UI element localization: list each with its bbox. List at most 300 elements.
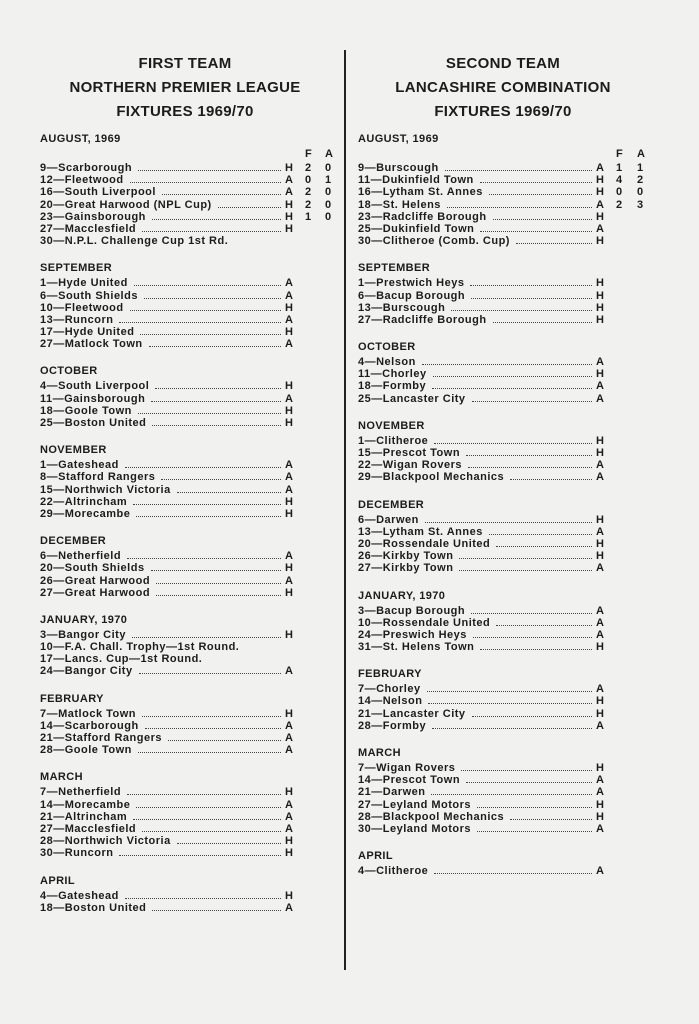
fixture-row xyxy=(40,799,340,811)
fixture-row xyxy=(40,496,340,508)
home-away-marker: H xyxy=(596,447,605,459)
home-away-marker: H xyxy=(285,404,294,417)
fixture-row xyxy=(358,314,658,326)
home-away-marker: A xyxy=(285,471,294,484)
home-away-marker: H xyxy=(596,186,605,199)
home-away-marker: H xyxy=(285,507,294,520)
dotted-leader xyxy=(510,819,592,820)
dotted-leader xyxy=(125,467,281,468)
dotted-leader xyxy=(432,388,592,389)
month-section xyxy=(40,364,340,429)
home-away-marker: H xyxy=(596,537,605,550)
dotted-leader xyxy=(119,322,281,323)
month-heading: FEBRUARY xyxy=(40,692,104,705)
home-away-marker: H xyxy=(285,889,294,902)
fixture-text: 11—Dukinfield Town xyxy=(358,174,474,187)
home-away-marker: A xyxy=(596,822,605,835)
month-heading: NOVEMBER xyxy=(40,444,107,457)
goals-for: 2 xyxy=(305,198,312,211)
fixture-text: 13—Runcorn xyxy=(40,313,114,326)
dotted-leader xyxy=(473,637,592,638)
dotted-leader xyxy=(510,479,592,480)
fixture-text: 1—Hyde United xyxy=(40,277,128,290)
fixture-row xyxy=(40,629,340,641)
fixture-text: 28—Blackpool Mechanics xyxy=(358,810,505,823)
fixture-text: 30—Clitheroe (Comb. Cup) xyxy=(358,235,510,248)
dotted-leader xyxy=(451,310,592,311)
home-away-marker: A xyxy=(285,732,294,744)
fixture-row xyxy=(358,199,658,211)
month-section xyxy=(358,849,658,877)
home-away-marker: A xyxy=(596,683,605,696)
dotted-leader xyxy=(493,322,592,323)
fixture-row xyxy=(358,708,658,720)
for-label: F xyxy=(305,148,312,160)
fixture-text: 10—Fleetwood xyxy=(40,301,124,314)
fixture-row xyxy=(358,514,658,526)
heading-line: SECOND TEAM xyxy=(445,55,561,72)
team-heading xyxy=(358,52,658,126)
month-section xyxy=(358,498,658,575)
home-away-marker: A xyxy=(285,338,294,351)
home-away-marker: A xyxy=(596,459,605,472)
fixture-text: 22—Wigan Rovers xyxy=(358,459,462,472)
home-away-marker: A xyxy=(596,162,605,174)
fixture-row xyxy=(358,186,658,198)
month-heading: OCTOBER xyxy=(40,365,98,378)
dotted-leader xyxy=(152,425,281,426)
fixture-text: 24—Bangor City xyxy=(40,665,133,678)
fixture-text: 14—Nelson xyxy=(358,695,423,708)
fixture-text: 27—Macclesfield xyxy=(40,822,137,835)
fixture-row xyxy=(358,811,658,823)
home-away-marker: A xyxy=(285,798,294,811)
goals-for: 2 xyxy=(305,162,312,174)
fixture-row xyxy=(40,290,340,302)
dotted-leader xyxy=(136,516,281,517)
fixture-text: 7—Netherfield xyxy=(40,786,122,799)
fixture-row xyxy=(358,562,658,574)
fixture-row xyxy=(40,338,340,350)
fixture-row xyxy=(358,211,658,223)
column-divider xyxy=(344,50,346,970)
fixture-row xyxy=(40,471,340,483)
fixture-row xyxy=(358,629,658,641)
home-away-marker: H xyxy=(596,368,605,381)
home-away-marker: H xyxy=(285,222,294,235)
fixture-text: 6—Bacup Borough xyxy=(358,289,466,302)
dotted-leader xyxy=(496,625,592,626)
dotted-leader xyxy=(155,388,281,389)
dotted-leader xyxy=(480,182,592,183)
month-heading: AUGUST, 1969 xyxy=(358,133,439,145)
home-away-marker: A xyxy=(285,313,294,326)
fixture-text: 21—Lancaster City xyxy=(358,707,466,720)
fixture-text: 11—Gainsborough xyxy=(40,392,146,405)
goals-against: 1 xyxy=(325,174,332,187)
fixture-text: 3—Bacup Borough xyxy=(358,604,466,617)
fixture-text: 23—Gainsborough xyxy=(40,210,146,223)
fixture-text: 16—South Liverpool xyxy=(40,186,156,199)
fixture-row xyxy=(40,720,340,732)
dotted-leader xyxy=(152,910,281,911)
home-away-marker: H xyxy=(596,301,605,314)
fixture-row xyxy=(358,823,658,835)
dotted-leader xyxy=(139,673,281,674)
dotted-leader xyxy=(134,285,281,286)
dotted-leader xyxy=(466,455,592,456)
dotted-leader xyxy=(516,243,592,244)
fixture-row xyxy=(358,447,658,459)
fixture-text: 15—Prescot Town xyxy=(358,447,461,459)
dotted-leader xyxy=(472,401,592,402)
dotted-leader xyxy=(480,231,592,232)
home-away-marker: A xyxy=(285,459,294,472)
fixture-row xyxy=(358,356,658,368)
home-away-marker: H xyxy=(285,847,294,860)
fixture-row xyxy=(358,720,658,732)
dotted-leader xyxy=(472,716,592,717)
fixture-text: 27—Kirkby Town xyxy=(358,562,454,575)
dotted-leader xyxy=(445,170,592,171)
fixture-text: 20—Great Harwood (NPL Cup) xyxy=(40,198,212,211)
fixture-row xyxy=(40,459,340,471)
dotted-leader xyxy=(149,346,281,347)
heading-line: LANCASHIRE COMBINATION xyxy=(395,79,611,96)
dotted-leader xyxy=(477,807,592,808)
home-away-marker: H xyxy=(596,174,605,187)
fixture-text: 30—Leyland Motors xyxy=(358,822,472,835)
home-away-marker: A xyxy=(285,174,294,187)
fixture-text: 10—F.A. Chall. Trophy—1st Round. xyxy=(40,641,240,654)
home-away-marker: H xyxy=(596,762,605,774)
fixture-row xyxy=(358,162,658,174)
fixture-text: 12—Fleetwood xyxy=(40,174,124,187)
goals-against: 2 xyxy=(637,174,644,187)
month-heading: SEPTEMBER xyxy=(40,262,113,275)
dotted-leader xyxy=(471,613,592,614)
dotted-leader xyxy=(140,334,281,335)
dotted-leader xyxy=(489,534,592,535)
fixture-row xyxy=(40,575,340,587)
month-section xyxy=(40,770,340,859)
month-section xyxy=(40,874,340,914)
dotted-leader xyxy=(493,219,592,220)
fixture-row xyxy=(358,605,658,617)
dotted-leader xyxy=(145,728,281,729)
fixture-row xyxy=(40,641,340,653)
month-section xyxy=(358,589,658,654)
home-away-marker: H xyxy=(596,707,605,720)
fixture-row xyxy=(358,459,658,471)
home-away-marker: H xyxy=(285,495,294,508)
fixture-row xyxy=(40,786,340,798)
fixture-text: 1—Clitheroe xyxy=(358,434,429,447)
fixture-row xyxy=(358,290,658,302)
fixture-text: 23—Radcliffe Borough xyxy=(358,210,487,223)
dotted-leader xyxy=(427,691,592,692)
heading-line: FIXTURES 1969/70 xyxy=(434,103,572,120)
dotted-leader xyxy=(468,467,592,468)
fixture-text: 20—Rossendale United xyxy=(358,537,491,550)
home-away-marker: A xyxy=(596,471,605,484)
heading-line: FIXTURES 1969/70 xyxy=(116,103,254,120)
fixture-text: 26—Kirkby Town xyxy=(358,550,454,563)
fixture-row xyxy=(40,732,340,744)
home-away-marker: A xyxy=(596,525,605,538)
home-away-marker: H xyxy=(596,641,605,654)
month-heading: FEBRUARY xyxy=(358,668,422,681)
fixture-row xyxy=(40,223,340,235)
fixture-row xyxy=(40,835,340,847)
fixture-text: 26—Great Harwood xyxy=(40,574,151,587)
fixture-row xyxy=(358,223,658,235)
home-away-marker: H xyxy=(596,434,605,447)
fixture-text: 22—Altrincham xyxy=(40,495,128,508)
home-away-marker: A xyxy=(596,719,605,732)
month-heading: MARCH xyxy=(40,771,83,784)
fixture-text: 14—Morecambe xyxy=(40,798,131,811)
fixture-row xyxy=(40,708,340,720)
fixture-text: 25—Dukinfield Town xyxy=(358,222,475,235)
fixture-row xyxy=(40,211,340,223)
goals-for: 0 xyxy=(305,174,312,187)
home-away-marker: H xyxy=(285,586,294,599)
month-heading: APRIL xyxy=(40,874,75,887)
home-away-marker: H xyxy=(285,162,294,174)
month-heading: APRIL xyxy=(358,850,393,863)
dotted-leader xyxy=(447,207,592,208)
home-away-marker: A xyxy=(285,822,294,835)
home-away-marker: A xyxy=(596,786,605,799)
fixture-row xyxy=(358,683,658,695)
dotted-leader xyxy=(434,443,592,444)
dotted-leader xyxy=(144,298,281,299)
fixture-text: 24—Preswich Heys xyxy=(358,628,467,641)
for-label: F xyxy=(616,148,623,160)
goals-for: 2 xyxy=(305,186,312,199)
home-away-marker: H xyxy=(285,786,294,799)
fixture-text: 15—Northwich Victoria xyxy=(40,483,171,496)
home-away-marker: H xyxy=(285,301,294,314)
fixture-row xyxy=(358,393,658,405)
dotted-leader xyxy=(125,898,281,899)
home-away-marker: A xyxy=(285,719,294,732)
fixture-row xyxy=(40,393,340,405)
fixture-text: 7—Wigan Rovers xyxy=(358,762,456,774)
dotted-leader xyxy=(130,182,281,183)
dotted-leader xyxy=(422,364,592,365)
fixture-text: 20—South Shields xyxy=(40,562,145,575)
dotted-leader xyxy=(130,310,281,311)
fixture-text: 6—Netherfield xyxy=(40,550,122,563)
home-away-marker: H xyxy=(285,562,294,575)
fixture-text: 27—Leyland Motors xyxy=(358,798,472,811)
home-away-marker: A xyxy=(596,392,605,405)
home-away-marker: H xyxy=(285,380,294,393)
fixture-row xyxy=(40,174,340,186)
fixture-text: 31—St. Helens Town xyxy=(358,641,475,654)
fixture-text: 27—Matlock Town xyxy=(40,338,143,351)
fixture-text: 18—Goole Town xyxy=(40,404,132,417)
dotted-leader xyxy=(142,831,281,832)
fixture-text: 25—Lancaster City xyxy=(358,392,466,405)
fixture-text: 27—Macclesfield xyxy=(40,222,137,235)
fixture-text: 7—Chorley xyxy=(358,683,421,696)
month-section xyxy=(358,419,658,484)
fixture-row xyxy=(40,186,340,198)
dotted-leader xyxy=(151,401,281,402)
fixture-text: 4—South Liverpool xyxy=(40,380,150,393)
fixture-row xyxy=(40,326,340,338)
dotted-leader xyxy=(471,298,592,299)
team-heading xyxy=(40,52,340,126)
fixture-row xyxy=(358,774,658,786)
home-away-marker: H xyxy=(596,277,605,290)
fixture-text: 6—Darwen xyxy=(358,513,419,526)
fixture-row xyxy=(40,890,340,902)
fixture-row xyxy=(40,235,340,247)
fixture-text: 4—Clitheroe xyxy=(358,865,429,878)
second-team-column xyxy=(358,52,658,877)
home-away-marker: A xyxy=(285,550,294,563)
dotted-leader xyxy=(218,207,281,208)
first-team-column xyxy=(40,52,340,914)
fixture-row xyxy=(40,199,340,211)
dotted-leader xyxy=(168,740,281,741)
goals-for: 2 xyxy=(616,198,623,211)
dotted-leader xyxy=(470,285,592,286)
dotted-leader xyxy=(127,558,281,559)
dotted-leader xyxy=(138,170,281,171)
dotted-leader xyxy=(161,479,281,480)
home-away-marker: H xyxy=(285,326,294,339)
home-away-marker: H xyxy=(596,513,605,526)
fixture-text: 16—Lytham St. Annes xyxy=(358,186,483,199)
home-away-marker: A xyxy=(596,774,605,787)
fixture-row xyxy=(40,405,340,417)
home-away-marker: A xyxy=(285,483,294,496)
fixture-row xyxy=(358,786,658,798)
home-away-marker: H xyxy=(596,695,605,708)
fixture-row xyxy=(358,799,658,811)
fixture-row xyxy=(358,435,658,447)
dotted-leader xyxy=(461,770,592,771)
fixture-text: 17—Hyde United xyxy=(40,326,135,339)
fixture-text: 29—Blackpool Mechanics xyxy=(358,471,505,484)
fixture-text: 4—Gateshead xyxy=(40,889,119,902)
home-away-marker: H xyxy=(596,810,605,823)
home-away-marker: H xyxy=(596,210,605,223)
fixture-row xyxy=(358,695,658,707)
home-away-marker: H xyxy=(285,210,294,223)
goals-against: 0 xyxy=(325,186,332,199)
fixture-text: 9—Scarborough xyxy=(40,162,133,174)
fixture-text: 17—Lancs. Cup—1st Round. xyxy=(40,653,203,666)
goals-against: 3 xyxy=(637,198,644,211)
dotted-leader xyxy=(480,649,592,650)
fixture-text: 8—Stafford Rangers xyxy=(40,471,156,484)
dotted-leader xyxy=(127,794,281,795)
fixture-row xyxy=(40,314,340,326)
home-away-marker: A xyxy=(596,562,605,575)
fixture-text: 10—Rossendale United xyxy=(358,616,491,629)
dotted-leader xyxy=(477,831,592,832)
fixture-row xyxy=(40,744,340,756)
fixture-row xyxy=(358,380,658,392)
home-away-marker: A xyxy=(596,616,605,629)
fixture-row xyxy=(358,641,658,653)
dotted-leader xyxy=(142,716,281,717)
fixture-text: 28—Formby xyxy=(358,719,427,732)
home-away-marker: H xyxy=(285,628,294,641)
fixture-row xyxy=(40,811,340,823)
month-heading: DECEMBER xyxy=(40,535,107,548)
month-heading: JANUARY, 1970 xyxy=(358,589,446,602)
dotted-leader xyxy=(459,558,592,559)
home-away-marker: A xyxy=(285,392,294,405)
dotted-leader xyxy=(459,570,592,571)
heading-line: FIRST TEAM xyxy=(138,55,232,72)
goals-against: 1 xyxy=(637,162,644,174)
home-away-marker: A xyxy=(596,222,605,235)
fixture-row xyxy=(40,550,340,562)
fixture-row xyxy=(40,587,340,599)
fixture-text: 3—Bangor City xyxy=(40,628,126,641)
fixture-row xyxy=(358,368,658,380)
goals-against: 0 xyxy=(637,186,644,199)
home-away-marker: A xyxy=(596,356,605,369)
month-heading: SEPTEMBER xyxy=(358,262,431,275)
home-away-marker: H xyxy=(285,835,294,848)
month-section xyxy=(358,667,658,732)
fixture-text: 11—Chorley xyxy=(358,368,427,381)
fixture-text: 21—Darwen xyxy=(358,786,426,799)
month-section xyxy=(40,534,340,599)
month-section xyxy=(358,132,658,247)
against-label: A xyxy=(637,148,645,160)
dotted-leader xyxy=(156,583,281,584)
home-away-marker: A xyxy=(285,277,294,290)
dotted-leader xyxy=(162,194,281,195)
dotted-leader xyxy=(119,855,281,856)
score-column-header xyxy=(358,148,658,162)
fixture-text: 18—St. Helens xyxy=(358,198,441,211)
dotted-leader xyxy=(156,595,281,596)
goals-against: 0 xyxy=(325,198,332,211)
home-away-marker: A xyxy=(596,604,605,617)
fixture-row xyxy=(40,380,340,392)
fixture-row xyxy=(358,617,658,629)
month-heading: OCTOBER xyxy=(358,341,416,354)
month-heading: DECEMBER xyxy=(358,498,425,511)
goals-for: 4 xyxy=(616,174,623,187)
home-away-marker: A xyxy=(285,744,294,757)
fixture-row xyxy=(358,762,658,774)
home-away-marker: A xyxy=(596,628,605,641)
heading-line: NORTHERN PREMIER LEAGUE xyxy=(69,79,301,96)
goals-for: 1 xyxy=(305,210,312,223)
dotted-leader xyxy=(133,504,281,505)
home-away-marker: A xyxy=(285,574,294,587)
fixture-row xyxy=(358,174,658,186)
home-away-marker: H xyxy=(285,198,294,211)
fixture-row xyxy=(358,471,658,483)
dotted-leader xyxy=(431,794,592,795)
fixture-text: 21—Altrincham xyxy=(40,810,128,823)
fixture-row xyxy=(358,277,658,289)
fixture-text: 6—South Shields xyxy=(40,289,138,302)
